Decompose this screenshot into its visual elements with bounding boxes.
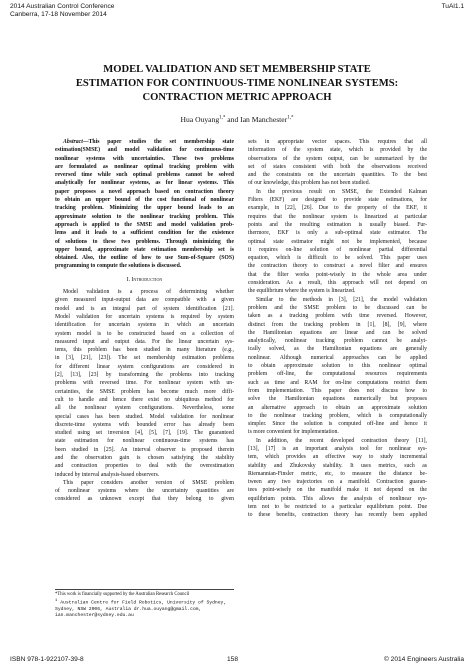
text-line: such as time and RAM for on-line computations restrict them <box>248 379 427 386</box>
abstract <box>55 138 234 271</box>
text-line: of solutions to these two problems. Through minimizing the <box>55 238 234 245</box>
text-line: requires that the nonlinear system is linearized at particular <box>248 213 427 220</box>
text-line: of nonlinear systems where the uncertainty quantities are <box>55 488 234 495</box>
text-line: nonlinear. Although numerical approaches can be applied <box>248 354 427 361</box>
paragraph <box>248 188 427 296</box>
text-line: are formulated as nonlinear optimal tracking problem with <box>55 163 234 170</box>
left-column <box>55 138 234 504</box>
text-line: measured input and output data. For the linear uncertain sys- <box>55 338 234 345</box>
text-line: it requires on-line solution of nonlinear partial differential <box>248 246 427 253</box>
text-line: Model validation for uncertain systems is required by system <box>55 313 234 320</box>
text-line: optimal state estimator might not be implemented, because <box>248 238 427 245</box>
text-line: problems with reversed time. For nonlinear system with un- <box>55 380 234 387</box>
text-line: is more convenient for implementation. <box>248 429 339 436</box>
text-line: problem and the SMSE problem to be discussed can be <box>248 304 427 311</box>
text-line: tracking problem. Minimizing the upper bound leads to an <box>55 205 234 212</box>
text-line: the contraction theory to construct a novel filter and ensures <box>248 263 427 270</box>
text-line: been studied in [25]. An interval observer is proposed therein <box>55 446 234 453</box>
author-name: Hua Ouyang <box>180 115 220 124</box>
title-line: CONTRACTION METRIC APPROACH <box>142 92 332 103</box>
text-span: —This paper studies the set membership state <box>82 139 234 145</box>
text-line: In the previous result on SMSE, the Extended Kalman <box>256 188 427 195</box>
text-line: to the nonlinear tracking problem, which is computationally <box>248 412 427 419</box>
text-line: example, in [22], [26]. Due to the property of the EKF, it <box>248 205 427 212</box>
affiliation-line: Australian Centre for Field Robotics, University of Sydney, <box>60 600 227 606</box>
paragraph <box>248 437 427 520</box>
paragraph <box>248 296 427 437</box>
intro-paragraph-1 <box>55 288 234 479</box>
text-line: obtained. Also, the outline of how to use Sum-of-Square (SOS) <box>55 255 234 262</box>
affiliation-line: Sydney, NSW 2006, Australia dr.hua.ouyang@gmail.com, <box>55 606 202 612</box>
text-line: equation, which is difficult to be solved. This paper uses <box>248 255 427 262</box>
text-line: tem, which provides an effective way to study incremental <box>248 454 427 461</box>
text-line: upper bound, approximate state estimation membership set is <box>55 246 234 253</box>
affiliation-line: ian.manchester@sydney.edu.au <box>55 613 134 619</box>
text-line: observations of the system output, can be summarized by the <box>248 155 427 162</box>
text-line: to obtain approximate solution to this nonlinear optimal <box>248 363 427 370</box>
text-line: points and the resulting estimation is usually biased. Fur- <box>248 221 427 228</box>
text-line: sets in appropriate vector spaces. This requires that all <box>248 139 427 145</box>
isbn: ISBN 978-1-922107-39-8 <box>10 656 84 663</box>
text-line: special cases has been studied. Model validation for nonlinear <box>55 413 234 420</box>
affiliation-footnote <box>55 598 234 607</box>
text-line: information of the system state, which is provided by the <box>248 147 427 154</box>
text-line: problem off-line, the computational resources requirements <box>248 371 427 378</box>
author-name: and Ian Manchester <box>227 115 288 124</box>
text-line: from implementation. This paper does not discuss how to <box>248 387 427 394</box>
text-line: to obtain an upper bound of the cost functional of nonlinear <box>55 197 234 204</box>
text-line: thermore, EKF is only a sub-optimal state estimator. The <box>248 230 427 237</box>
conference-name: 2014 Australian Control Conference <box>10 3 115 10</box>
title-line: MODEL VALIDATION AND SET MEMBERSHIP STATE <box>103 64 371 75</box>
text-line: reversed time while such optimal problems cannot be solved <box>55 172 234 179</box>
text-line: solve the Hamiltonian equations numerically but proposes <box>248 396 427 403</box>
text-line: Similar to the methods in [3], [21], the model validation <box>256 296 427 303</box>
intro-paragraph-2 <box>55 479 234 504</box>
text-line: Filters (EKF) are designed to provide state estimations, for <box>248 197 427 204</box>
section-heading: I. Introduction <box>126 276 163 283</box>
text-line: In addition, the recent developed contraction theory [11], <box>256 437 427 444</box>
session-id: TuAl1.1 <box>441 3 464 10</box>
title-line: ESTIMATION FOR CONTINUOUS-TIME NONLINEAR SYSTEMS: <box>75 78 399 89</box>
text-line: analytically for nonlinear systems, as for linear systems. This <box>55 180 234 187</box>
text-line: paper proposes a novel approach based on contraction theory <box>55 188 234 195</box>
text-line: taken as a tracking problem with time reversed. However, <box>248 313 427 320</box>
text-line: the Hamiltonian equations are linear and can be solved <box>248 329 427 336</box>
text-line: consideration. As a result, this approach will not depend on <box>248 280 427 287</box>
text-line: tween any two trajectories on a manifold. Contraction guaran- <box>248 479 427 486</box>
text-line: induced by interval analysis-based observers. <box>55 471 160 478</box>
author-marks: 1,* <box>219 115 226 121</box>
text-line: all the nonlinear system configurations. Nevertheless, some <box>55 405 234 412</box>
text-line: lems and it leads to a sufficient condition for the existence <box>55 230 234 237</box>
text-line: nonlinear systems with uncertainties. These two problems <box>55 155 234 162</box>
text-line: system model is to be constructed based on a collection of <box>55 330 234 337</box>
text-line <box>55 138 234 146</box>
right-column <box>248 138 427 520</box>
page-number: 158 <box>227 656 239 663</box>
author-line <box>30 115 444 124</box>
footnotes <box>55 589 234 619</box>
text-line: tem not to be restricted to a particular equilibrium point. Due <box>248 504 427 511</box>
text-line: the equilibrium where the system is linearized. <box>248 288 356 295</box>
text-line: Riemannian-Finsler metric, etc, to measure the distance be- <box>248 470 427 477</box>
text-line: [13], [17] is an important analysis tool for nonlinear sys- <box>248 445 427 452</box>
text-line: considered as unknown except that they belong to given <box>55 496 234 503</box>
text-line: discrete-time systems with bounded error has already been <box>55 421 234 428</box>
text-line: in [3], [21], [23]). The set membership estimation problems <box>55 355 234 362</box>
text-line: stability and Zhukovsky stability. It uses metrics, such as <box>248 462 427 469</box>
text-line: and the observation gain is chosen satisfying the stability <box>55 454 234 461</box>
text-line: estimation(SMSE) and model validation for continuous-time <box>55 147 234 154</box>
text-line: to these benefits, contraction theory has recently been applied <box>248 512 427 519</box>
conference-location-date: Canberra, 17-18 November 2014 <box>10 11 107 18</box>
text-line: cult to handle and hence there exist no ubiquitous method for <box>55 396 234 403</box>
text-line: identification for uncertain systems in which an uncertain <box>55 322 234 329</box>
text-line: studied using set inversion [4], [5], [7], [19]. The guaranteed <box>55 430 234 437</box>
text-line: tees point-wisely on the manifold make it not depend on the <box>248 487 427 494</box>
text-line: equilibrium points. This allows the analysis of nonlinear sys- <box>248 495 427 502</box>
text-line: approximate solution to the nonlinear tracking problem. This <box>55 213 234 220</box>
text-line: tems, this problem has been studied in many literature (e.g., <box>55 347 234 354</box>
text-line: [2], [13], [23] by transforming the problems into tracking <box>55 372 234 379</box>
text-line: certainties, the SMSE problem has become much more diffi- <box>55 388 234 395</box>
text-line: an alternative approach to obtain an approximate solution <box>248 404 427 411</box>
text-line: of our knowledge, this problem has not been studied. <box>248 180 371 187</box>
text-line: simpler. Since the solution is computed off-line and hence it <box>248 421 427 428</box>
text-line: approach is applied to the SMSE and model validation prob- <box>55 221 234 228</box>
author-marks: 1,* <box>287 115 294 121</box>
text-line: that the filter works point-wisely in the whole area under <box>248 271 427 278</box>
funding-footnote: *This work is financially supported by the Australian Research Council <box>55 592 190 597</box>
text-line: model and is an integral part of system identification [21]. <box>55 305 234 312</box>
paragraph <box>248 138 427 188</box>
abstract-label: Abstract <box>63 139 83 145</box>
text-line: ically solved, as the Hamiltonian equations are generally <box>248 346 427 353</box>
running-header-left <box>10 3 114 19</box>
paper-title <box>30 63 444 105</box>
text-line: given measured input-output data are compatible with a given <box>55 297 234 304</box>
text-line: and contraction properties to deal with the overestimation <box>55 463 234 470</box>
text-line: distinct from the tracking problem in [1], [8], [9], where <box>248 321 427 328</box>
text-line: programming to compute the solutions is discussed. <box>55 263 182 270</box>
text-line: This paper considers another version of SMSE problem <box>63 479 234 486</box>
text-line: state estimation for nonlinear continuous-time systems has <box>55 438 234 445</box>
text-line: and the constraints on the uncertain quantities. To the best <box>248 172 427 179</box>
copyright: © 2014 Engineers Australia <box>383 656 464 663</box>
text-line: set of states consistent with both the observations received <box>248 163 427 170</box>
affiliation-mark: 1 <box>55 599 58 604</box>
text-line: Model validation is a process of determining whether <box>63 289 234 296</box>
text-line: for different linear system configurations are considered in <box>55 363 234 370</box>
text-line: analytically, nonlinear tracking problem cannot be analyt- <box>248 338 427 345</box>
